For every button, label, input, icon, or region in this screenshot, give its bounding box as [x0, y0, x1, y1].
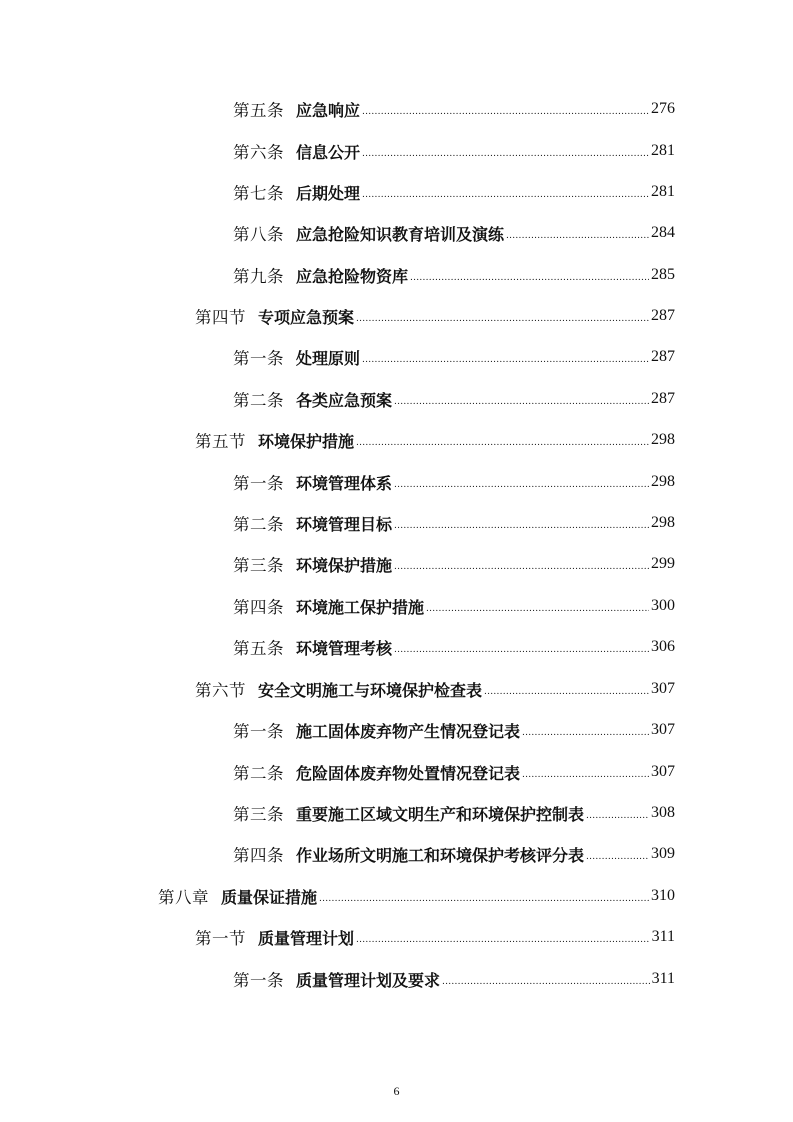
toc-entry-number: 第二条: [233, 391, 284, 410]
dot-leader: [586, 798, 649, 828]
toc-entry-number: 第六条: [233, 143, 284, 162]
toc-entry-page: 298: [651, 473, 675, 490]
toc-entry-page: 309: [651, 845, 675, 862]
toc-entry-title: 环境管理目标: [296, 514, 393, 534]
toc-entry-title: 处理原则: [296, 348, 361, 368]
toc-entry-title: 安全文明施工与环境保护检查表: [258, 680, 483, 700]
toc-entry-page: 311: [651, 928, 675, 945]
dot-leader: [522, 715, 649, 745]
toc-entry-title: 专项应急预案: [258, 307, 355, 327]
toc-entry-page: 298: [651, 431, 675, 448]
dot-leader: [410, 260, 649, 290]
dot-leader: [442, 964, 650, 994]
toc-entry-number: 第三条: [233, 805, 284, 824]
toc-entry-title: 环境施工保护措施: [296, 597, 425, 617]
toc-entry[interactable]: [233, 218, 675, 248]
toc-entry-number: 第一条: [233, 971, 284, 990]
toc-entry-title: 环境保护措施: [296, 555, 393, 575]
page-number: 6: [393, 1084, 400, 1098]
dot-leader: [394, 384, 649, 414]
toc-entry-title: 危险固体废弃物处置情况登记表: [296, 763, 521, 783]
toc-entry-title: 环境保护措施: [258, 431, 355, 451]
toc-entry-number: 第四条: [233, 846, 284, 865]
toc-entry[interactable]: [233, 798, 675, 828]
toc-entry-page: 276: [651, 100, 675, 117]
toc-entry[interactable]: [233, 964, 675, 994]
dot-leader: [522, 757, 649, 787]
toc-entry-page: 281: [651, 183, 675, 200]
toc-entry[interactable]: [233, 260, 675, 290]
toc-entry-page: 308: [651, 804, 675, 821]
toc-entry-title: 信息公开: [296, 142, 361, 162]
toc-entry[interactable]: [233, 508, 675, 538]
toc-entry-number: 第二条: [233, 764, 284, 783]
toc-entry[interactable]: [233, 839, 675, 869]
dot-leader: [394, 467, 649, 497]
toc-entry-page: 281: [651, 142, 675, 159]
dot-leader: [319, 881, 649, 911]
toc-entry-page: 287: [651, 307, 675, 324]
toc-entry-page: 300: [651, 597, 675, 614]
dot-leader: [586, 839, 649, 869]
toc-entry-title: 后期处理: [296, 183, 361, 203]
dot-leader: [394, 508, 649, 538]
toc-entry-title: 施工固体废弃物产生情况登记表: [296, 721, 521, 741]
toc-entry-page: 298: [651, 514, 675, 531]
toc-entry-number: 第一节: [195, 929, 246, 948]
toc-entry[interactable]: [233, 384, 675, 414]
toc-entry-title: 应急抢险知识教育培训及演练: [296, 224, 505, 244]
toc-entry[interactable]: [233, 757, 675, 787]
toc-entry-title: 各类应急预案: [296, 390, 393, 410]
toc-entry-page: 310: [651, 887, 675, 904]
toc-entry-number: 第三条: [233, 556, 284, 575]
toc-entry-title: 应急抢险物资库: [296, 266, 409, 286]
dot-leader: [356, 301, 649, 331]
dot-leader: [394, 549, 649, 579]
toc-entry[interactable]: [195, 425, 675, 455]
toc-entry[interactable]: [195, 301, 675, 331]
toc-entry-page: 287: [651, 390, 675, 407]
toc-entry-number: 第五条: [233, 639, 284, 658]
toc-entry-number: 第九条: [233, 267, 284, 286]
toc-entry-number: 第七条: [233, 184, 284, 203]
dot-leader: [356, 922, 650, 952]
toc-entry-page: 307: [651, 721, 675, 738]
toc-entry-title: 质量管理计划: [258, 928, 355, 948]
dot-leader: [362, 136, 649, 166]
toc-entry-title: 环境管理体系: [296, 473, 393, 493]
toc-entry[interactable]: [233, 177, 675, 207]
toc-entry-number: 第六节: [195, 681, 246, 700]
toc-entry-page: 299: [651, 555, 675, 572]
toc-entry-title: 质量管理计划及要求: [296, 970, 441, 990]
dot-leader: [362, 94, 649, 124]
dot-leader: [362, 177, 649, 207]
toc-entry-number: 第一条: [233, 349, 284, 368]
toc-entry-title: 作业场所文明施工和环境保护考核评分表: [296, 845, 585, 865]
toc-entry-number: 第八条: [233, 225, 284, 244]
toc-entry-number: 第一条: [233, 474, 284, 493]
toc-entry-title: 重要施工区域文明生产和环境保护控制表: [296, 804, 585, 824]
toc-entry[interactable]: [233, 591, 675, 621]
toc-entry-page: 307: [651, 680, 675, 697]
toc-entry-title: 应急响应: [296, 100, 361, 120]
dot-leader: [484, 674, 649, 704]
dot-leader: [394, 632, 649, 662]
toc-entry-title: 环境管理考核: [296, 638, 393, 658]
dot-leader: [426, 591, 649, 621]
toc-entry[interactable]: [233, 715, 675, 745]
toc-entry-page: 311: [651, 970, 675, 987]
toc-entry[interactable]: [233, 632, 675, 662]
toc-entry-number: 第五条: [233, 101, 284, 120]
toc-entry[interactable]: [233, 136, 675, 166]
dot-leader: [362, 342, 649, 372]
toc-entry-number: 第二条: [233, 515, 284, 534]
toc-entry-number: 第一条: [233, 722, 284, 741]
toc-entry-page: 287: [651, 348, 675, 365]
toc-entry-page: 284: [651, 224, 675, 241]
toc-entry[interactable]: [158, 881, 675, 911]
toc-entry[interactable]: [233, 342, 675, 372]
toc-entry[interactable]: [233, 549, 675, 579]
dot-leader: [356, 425, 649, 455]
dot-leader: [506, 218, 649, 248]
toc-entry-title: 质量保证措施: [221, 887, 318, 907]
toc-entry-number: 第五节: [195, 432, 246, 451]
toc-entry-number: 第四节: [195, 308, 246, 327]
toc-entry[interactable]: [195, 674, 675, 704]
toc-entry-number: 第四条: [233, 598, 284, 617]
toc-entry-page: 307: [651, 763, 675, 780]
toc-entry[interactable]: [233, 94, 675, 124]
toc-entry[interactable]: [233, 467, 675, 497]
toc-entry-page: 285: [651, 266, 675, 283]
toc-entry-number: 第八章: [158, 888, 209, 907]
toc-entry-page: 306: [651, 638, 675, 655]
toc-entry[interactable]: [195, 922, 675, 952]
